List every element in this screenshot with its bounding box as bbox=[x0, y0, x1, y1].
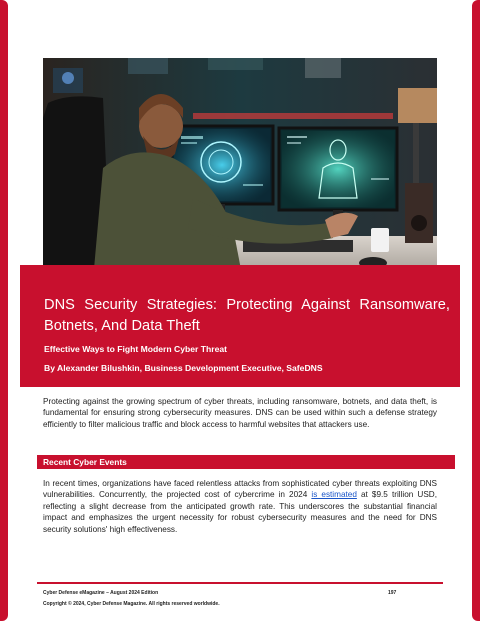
article-header bbox=[20, 265, 460, 387]
paragraph-text-end: at $9.5 trillion USD, reflecting a slight decrease from the anticipated growth rate. This underscores the substantial financial impact and emphasizes the urgent necessity for robust cybersecurity measures and the need for DNS security solutions' high effectiveness. bbox=[43, 490, 437, 534]
right-page-edge bbox=[472, 0, 480, 621]
hero-image bbox=[43, 58, 437, 280]
section-heading: Recent Cyber Events bbox=[37, 455, 455, 469]
article-byline: By Alexander Bilushkin, Business Development Executive, SafeDNS bbox=[44, 363, 323, 373]
article-title: DNS Security Strategies: Protecting Against Ransomware, Botnets, And Data Theft bbox=[44, 297, 450, 334]
is-estimated-link[interactable]: is estimated bbox=[311, 490, 357, 500]
paragraph-text-start: In recent times, organizations have faced relentless attacks from sophisticated cyber threats exploiting DNS vulnerabilities. Concurrently, the projected cost of cybercrime in 2024 bbox=[43, 479, 437, 500]
footer-divider bbox=[37, 582, 443, 584]
footer-edition: Cyber Defense eMagazine – August 2024 Edition bbox=[43, 590, 159, 596]
footer-page-number: 197 bbox=[388, 590, 397, 596]
left-page-edge bbox=[0, 0, 8, 621]
section-paragraph bbox=[43, 478, 437, 535]
intro-paragraph: Protecting against the growing spectrum of cyber threats, including ransomware, botnets, and data theft, is fundamental for ensuring strong cybersecurity measures. DNS can be used within such a defense strategy efficiently to filter malicious traffic and block access to harmful websites that attackers use. bbox=[43, 397, 437, 429]
article-subtitle: Effective Ways to Fight Modern Cyber Threat bbox=[44, 344, 228, 354]
footer-copyright: Copyright © 2024, Cyber Defense Magazine. All rights reserved worldwide. bbox=[43, 601, 220, 607]
